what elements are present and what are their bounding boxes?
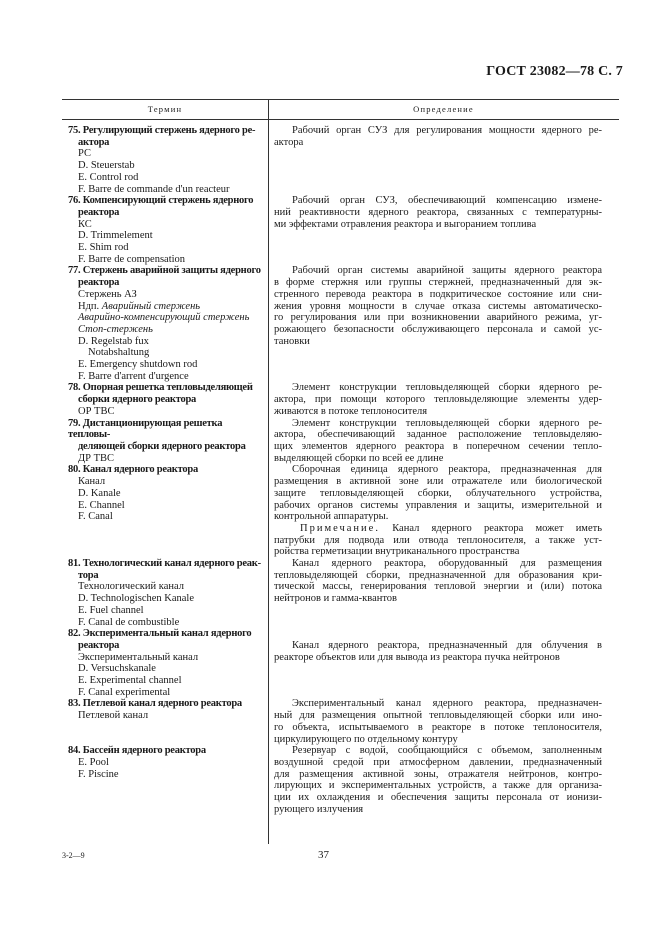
table-header	[62, 100, 619, 120]
term-line: Технологический канал	[78, 581, 184, 593]
term-line: ОР ТВС	[78, 405, 115, 417]
term-cell	[62, 628, 266, 698]
term-line: Экспериментальный канал	[78, 651, 199, 663]
term-title-line: деляющей сборки ядерного реактора	[78, 440, 246, 452]
definition-line: Резервуар с водой, сообщающийся с объемом, заполненным	[292, 745, 602, 757]
ndp-term: Аварийный стержень	[101, 300, 201, 312]
term-cell	[62, 265, 266, 382]
term-line: E. Channel	[78, 499, 125, 511]
definition-line: тической массы, генерирования тепловой энергии и (или) потока	[274, 581, 602, 593]
term-number: 84.	[68, 745, 81, 757]
definition-line: воздушной средой при атмосферном давлении, предназначенный	[274, 756, 602, 768]
term-line: E. Shim rod	[78, 242, 129, 254]
definition-line: циркулирующего по отдельному контуру	[274, 733, 458, 745]
term-line: F. Canal experimental	[78, 686, 171, 698]
definition-cell	[266, 558, 602, 628]
term-line: КС	[78, 218, 92, 230]
definition-line: актора, при помощи которого тепловыделяющие элементы удер-	[274, 394, 602, 406]
definition-line: рабочих органов системы управления и защиты, измерительной и	[274, 499, 602, 511]
term-title: Дистанционирующая решетка тепловы-	[68, 417, 223, 441]
term-line: Notabshaltung	[88, 347, 150, 359]
term-line: D. Kanale	[78, 487, 121, 499]
definition-line: Рабочий орган СУЗ для регулирования мощности ядерного ре-	[292, 125, 602, 136]
term-line: F. Barre d'arrent d'urgence	[78, 370, 189, 382]
ndp-term: Аварийно-компенсирующий стержень	[78, 312, 250, 324]
entries-list	[62, 125, 619, 815]
definition-line: в форме стержня или группы стержней, предназначенный для эк-	[274, 277, 602, 289]
ndp-line	[68, 301, 266, 313]
definition-cell	[266, 195, 602, 265]
definition-line: реакторе объектов или для вывода из реактора пучка нейтронов	[274, 651, 560, 663]
page-number: 37	[318, 849, 329, 861]
definition-line: ный для размещения опытной тепловыделяющей сборки или ино-	[274, 710, 602, 722]
definition-line: Канал ядерного реактора, оборудованный для размещения	[292, 558, 602, 570]
definition-line: рожающего безопасности обслуживающего персонала и самой ус-	[274, 323, 602, 335]
definition-cell	[266, 382, 602, 417]
term-line: E. Pool	[78, 756, 109, 768]
column-header-definition: Определение	[413, 104, 474, 114]
term-title: Канал ядерного реактора	[82, 464, 198, 476]
definition-line: ции их охлаждения и обеспечения защиты персонала от ионизи-	[274, 792, 602, 804]
column-header-term: Термин	[147, 104, 183, 114]
page-header-title: ГОСТ 23082—78 С. 7	[486, 64, 623, 79]
term-line: D. Steuerstab	[78, 160, 135, 172]
footer-code: 3-2—9	[62, 851, 85, 860]
definition-cell	[266, 698, 602, 745]
definition-cell	[266, 745, 602, 815]
definition-line: тепловыделяющей сборки, предназначенной для образования кри-	[274, 569, 602, 581]
term-number: 83.	[68, 698, 81, 710]
term-title-line: реактора	[78, 277, 120, 289]
term-title: Технологический канал ядерного реак-	[82, 558, 261, 570]
term-number: 81.	[68, 558, 81, 570]
term-number: 76.	[68, 195, 81, 207]
table-row	[62, 125, 619, 195]
term-line: F. Barre de commande d'un reacteur	[78, 183, 230, 195]
term-title-line	[68, 464, 266, 476]
table-row	[62, 265, 619, 382]
term-line: D. Regelstab fux	[78, 335, 149, 347]
term-line: E. Experimental channel	[78, 675, 182, 687]
definition-line: ми эффектами отравления реактора и выгоранием топлива	[274, 218, 537, 230]
term-title-line	[68, 558, 266, 570]
definition-line: актора	[274, 136, 304, 148]
term-title-line	[68, 698, 266, 710]
term-title-line	[68, 195, 266, 207]
definition-line: лирующих и экспериментальных устройств, а также для организа-	[274, 780, 602, 792]
definition-cell	[266, 125, 602, 195]
definition-line: размещения в активной зоне или отражателе или биологической	[274, 476, 602, 488]
term-number: 82.	[68, 628, 81, 640]
term-line: Стержень АЗ	[78, 288, 137, 300]
term-title-line: тора	[78, 569, 99, 581]
definition-line: Рабочий орган системы аварийной защиты ядерного реактора	[292, 265, 602, 277]
note-line: ройства герметизации внутриканального пространства	[274, 546, 520, 558]
definition-line: Рабочий орган СУЗ, обеспечивающий компенсацию измене-	[292, 195, 602, 207]
table-row	[62, 418, 619, 465]
term-title: Компенсирующий стержень ядерного	[82, 195, 254, 207]
definition-cell	[266, 628, 602, 698]
term-title-line	[68, 418, 266, 441]
definition-line: рующего излучения	[274, 803, 364, 815]
definition-cell	[266, 265, 602, 382]
term-line: E. Fuel channel	[78, 604, 144, 616]
definition-line: Элемент конструкции тепловыделяющей сборки ядерного ре-	[292, 417, 602, 429]
definition-line: живаются в потоке теплоносителя	[274, 405, 428, 417]
definition-line: для размещения активной зоны, отражателя нейтронов, контро-	[274, 768, 602, 780]
definition-line: ний реактивности ядерного реактора, связанных с температурны-	[274, 206, 602, 218]
term-number: 80.	[68, 464, 81, 476]
definition-line: контрольной аппаратуры.	[274, 511, 389, 523]
term-title-line	[68, 628, 266, 640]
definition-line: го регулирования или при возникновении аварийного режима, уг-	[274, 312, 602, 324]
term-line: F. Canal	[78, 511, 113, 523]
note-line: патрубки для подвода или отвода теплоносителя, а также уст-	[274, 534, 602, 546]
term-line: E. Emergency shutdown rod	[78, 359, 198, 371]
term-line: F. Canal de combustible	[78, 616, 180, 628]
term-title-line	[68, 125, 266, 137]
definition-line: нейтронов и гамма-квантов	[274, 593, 398, 605]
definition-line: защите тепловыделяющей сборки, облучательного устройства,	[274, 487, 602, 499]
term-number: 77.	[68, 265, 81, 277]
definition-cell	[266, 464, 602, 558]
term-line: F. Piscine	[78, 768, 119, 780]
term-title-line: актора	[78, 136, 110, 148]
term-title: Экспериментальный канал ядерного	[82, 628, 252, 640]
table-row	[62, 698, 619, 745]
term-title-line	[68, 265, 266, 277]
definition-line: Сборочная единица ядерного реактора, предназначенная для	[292, 464, 602, 476]
table-row	[62, 745, 619, 815]
definition-line: щих элементов ядерного реактора в поперечном сечении тепло-	[274, 440, 602, 452]
term-line: E. Control rod	[78, 171, 139, 183]
definition-line: актора, обеспечивающий заданное расположение тепловыделяю-	[274, 429, 602, 441]
term-title: Регулирующий стержень ядерного ре-	[82, 125, 256, 136]
terms-table	[62, 99, 619, 844]
term-line: Канал	[78, 476, 106, 488]
table-row	[62, 195, 619, 265]
definition-cell	[266, 418, 602, 465]
definition-line: стренного перевода реактора в подкритическое состояние или сни-	[274, 288, 602, 300]
term-cell	[62, 382, 266, 417]
ndp-label: Ндп.	[78, 300, 100, 312]
term-line: ДР ТВС	[78, 452, 115, 464]
term-line: D. Versuchskanale	[78, 663, 156, 675]
term-cell	[62, 418, 266, 465]
term-number: 78.	[68, 382, 81, 394]
term-cell	[62, 698, 266, 745]
definition-line: го объекта, испытываемого в реакторе в потоке теплоносителя,	[274, 721, 602, 733]
table-row	[62, 628, 619, 698]
term-title-line: реактора	[78, 206, 120, 218]
term-line: D. Trimmelement	[78, 230, 153, 242]
ndp-term: Стоп-стержень	[78, 323, 153, 335]
term-title: Бассейн ядерного реактора	[82, 745, 206, 757]
term-line: РС	[78, 148, 91, 160]
term-line: D. Technologischen Kanale	[78, 593, 194, 605]
term-title-line	[68, 382, 266, 394]
definition-line: Элемент конструкции тепловыделяющей сборки ядерного ре-	[292, 382, 602, 394]
table-row	[62, 382, 619, 417]
term-cell	[62, 558, 266, 628]
table-row	[62, 464, 619, 558]
term-title-line	[68, 745, 266, 757]
definition-line: жения уровня мощности в случае отказа системы автоматическо-	[274, 300, 602, 312]
definition-line: тановки	[274, 335, 310, 347]
note-label: Примечание.	[300, 522, 380, 534]
term-cell	[62, 464, 266, 558]
term-title-line: сборки ядерного реактора	[78, 394, 197, 406]
term-cell	[62, 195, 266, 265]
note-text: Канал ядерного реактора может иметь	[392, 522, 602, 534]
term-number: 75.	[68, 125, 81, 136]
definition-line: Экспериментальный канал ядерного реактора, предназначен-	[292, 698, 602, 710]
term-cell	[62, 745, 266, 815]
table-row	[62, 558, 619, 628]
note-line	[274, 523, 602, 535]
term-title: Петлевой канал ядерного реактора	[82, 698, 242, 710]
term-cell	[62, 125, 266, 195]
term-title: Опорная решетка тепловыделяющей	[82, 382, 253, 394]
term-title: Стержень аварийной защиты ядерного	[82, 265, 261, 277]
term-number: 79.	[68, 417, 81, 429]
term-line: F. Barre de compensation	[78, 253, 186, 265]
term-line: Петлевой канал	[78, 710, 149, 722]
term-title-line: реактора	[78, 639, 120, 651]
definition-line: Канал ядерного реактора, предназначенный для облучения в	[292, 639, 602, 651]
definition-line: выделяющей сборки по всей ее длине	[274, 452, 444, 464]
